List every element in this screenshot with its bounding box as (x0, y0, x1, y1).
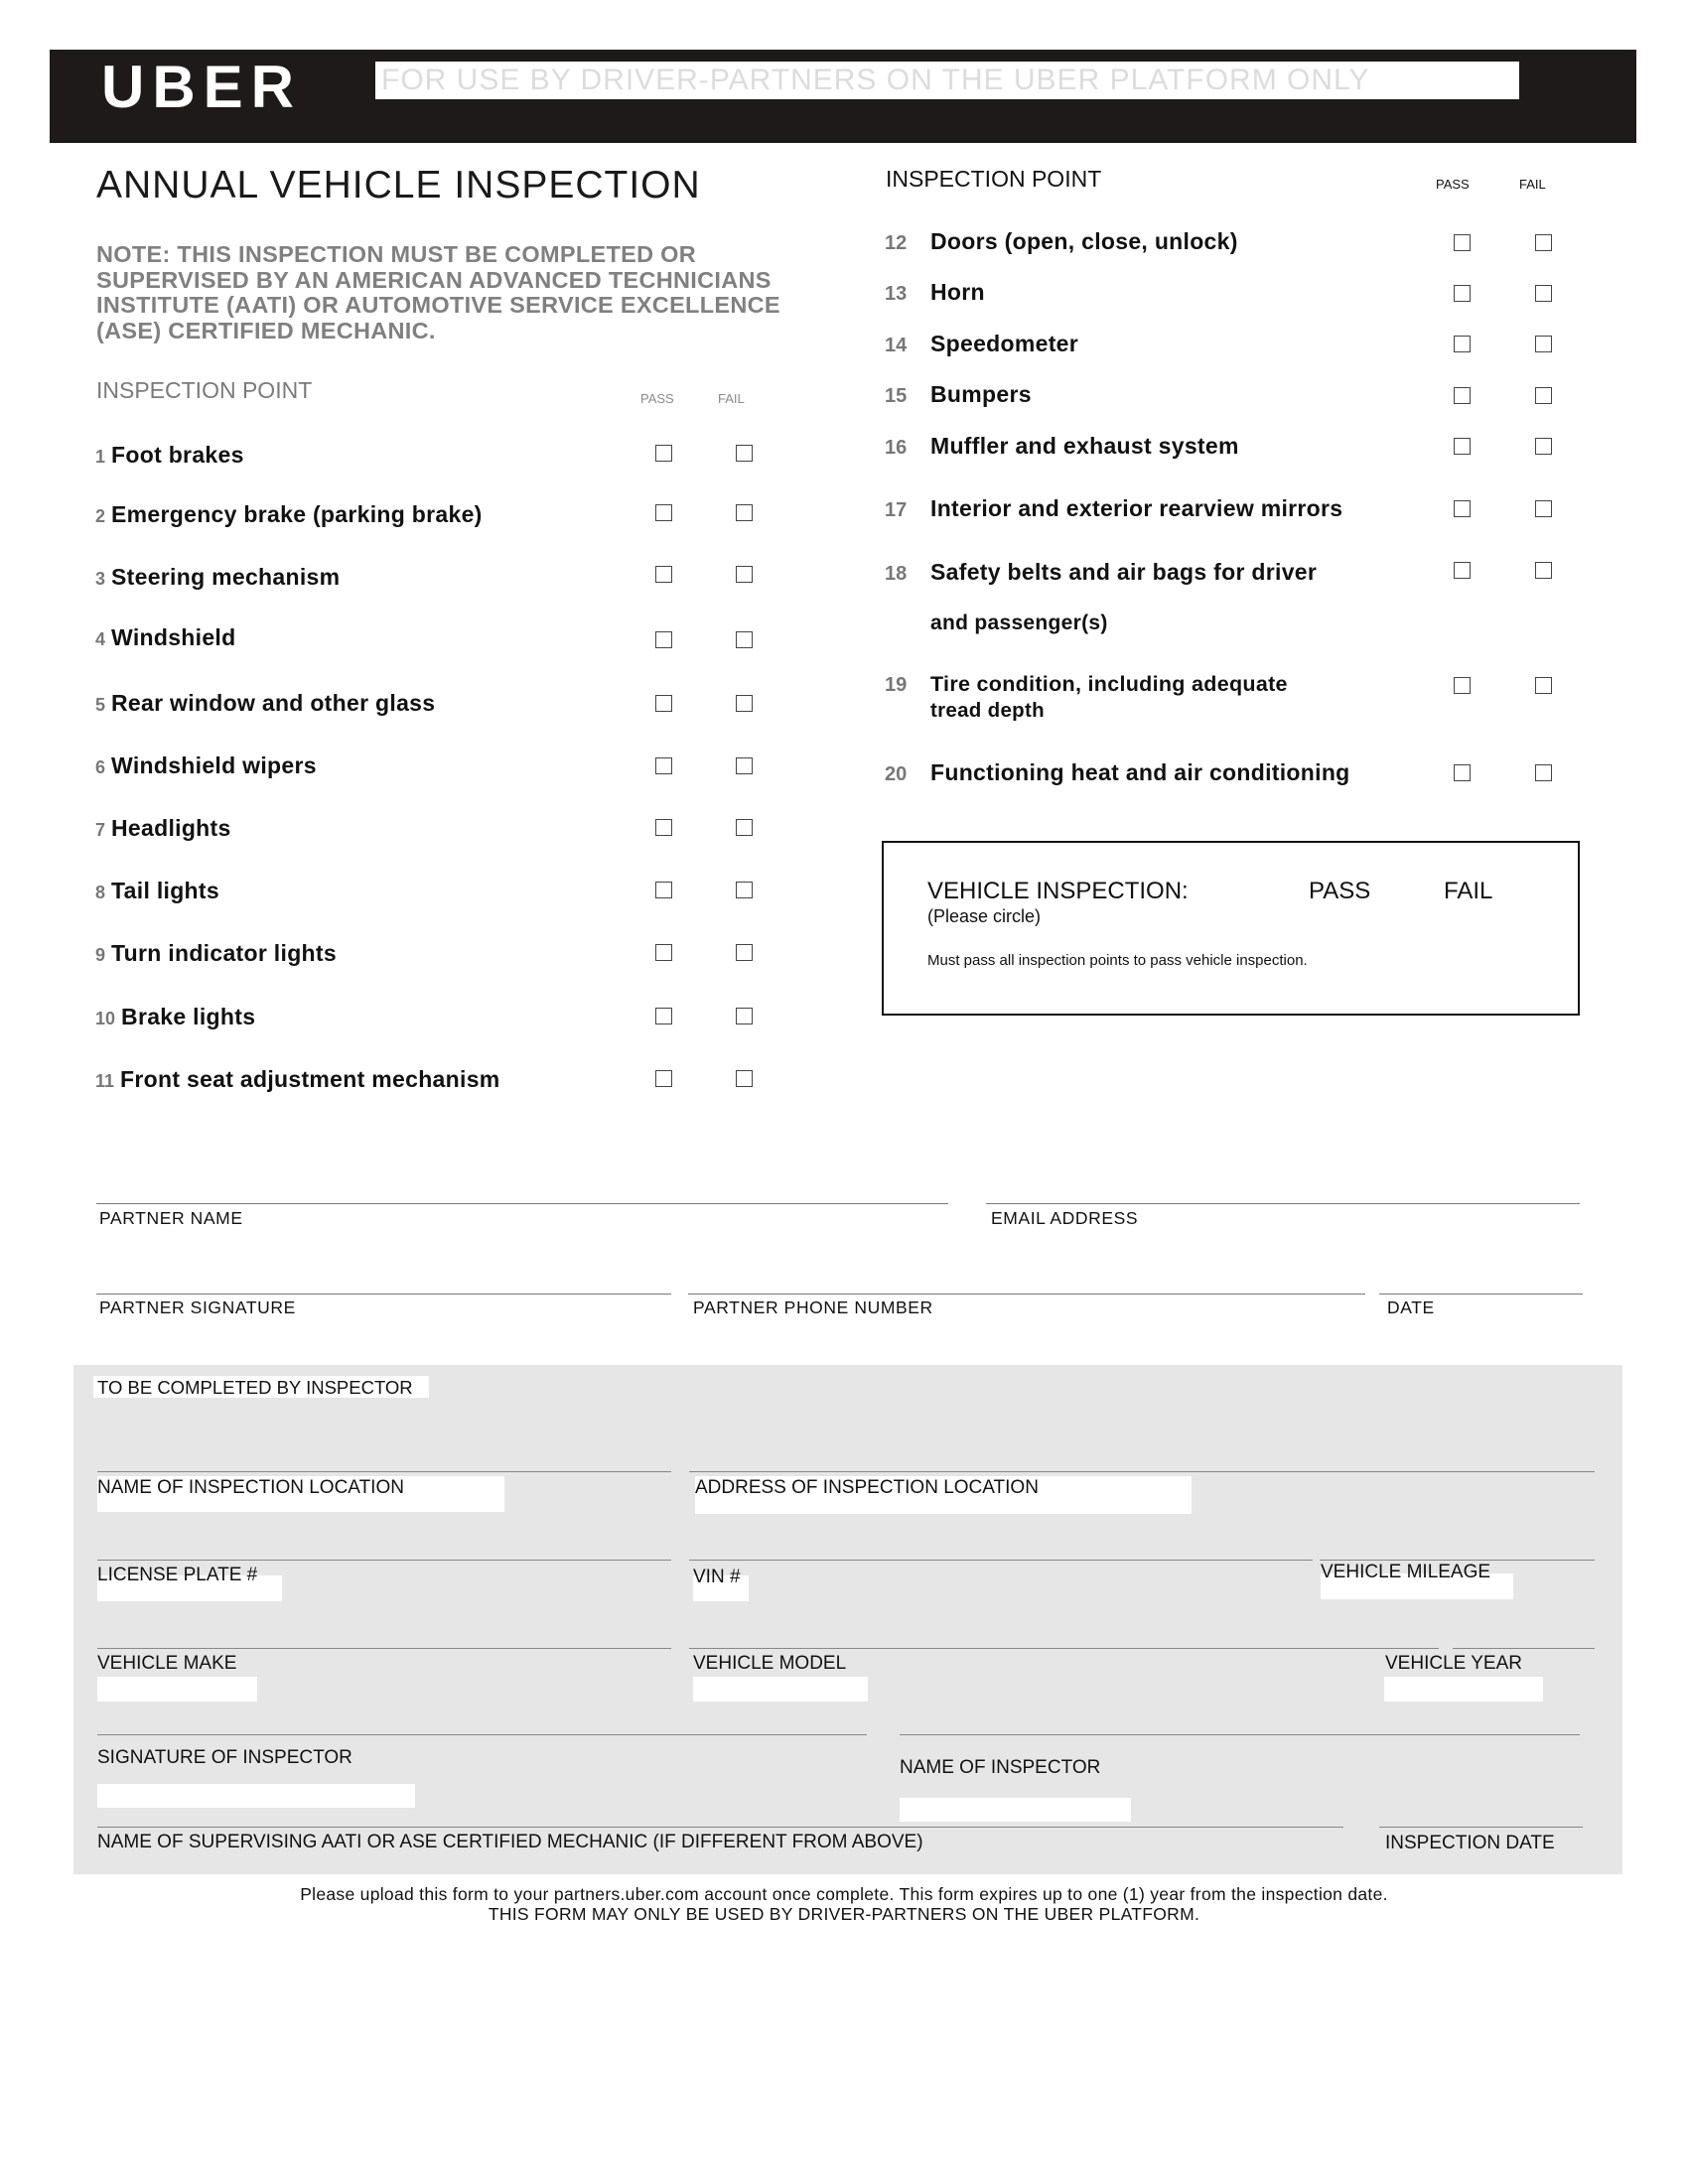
partner-signature-label: PARTNER SIGNATURE (99, 1297, 296, 1317)
inspection-location-address-field[interactable] (689, 1471, 1595, 1472)
pass-checkbox[interactable] (655, 631, 672, 648)
inspection-item: 16 Muffler and exhaust system (885, 433, 1239, 459)
pass-checkbox[interactable] (1454, 387, 1471, 404)
inspection-item: 7 Headlights (95, 815, 231, 841)
certification-note: NOTE: THIS INSPECTION MUST BE COMPLETED OR SUPERVISED BY AN AMERICAN ADVANCED TECHNICIANS INSTITUTE (AATI) OR AUTOMOTIVE SERVICE EXCELLENCE (ASE) CERTIFIED MECHANIC. (96, 241, 780, 343)
inspector-signature-field[interactable] (97, 1734, 867, 1735)
supervising-mechanic-label: NAME OF SUPERVISING AATI OR ASE CERTIFIED MECHANIC (IF DIFFERENT FROM ABOVE) (97, 1832, 923, 1852)
vehicle-mileage-label: VEHICLE MILEAGE (1321, 1562, 1491, 1582)
please-circle-hint: (Please circle) (927, 906, 1042, 926)
pass-checkbox[interactable] (1454, 500, 1471, 517)
pass-checkbox[interactable] (655, 504, 672, 521)
pass-checkbox[interactable] (655, 819, 672, 836)
inspection-date-label: INSPECTION DATE (1385, 1833, 1555, 1853)
fail-checkbox[interactable] (1535, 764, 1552, 781)
fail-checkbox[interactable] (736, 757, 753, 774)
pass-checkbox[interactable] (655, 944, 672, 961)
vehicle-inspection-result-box (882, 841, 1580, 1016)
inspection-location-name-label: NAME OF INSPECTION LOCATION (97, 1477, 404, 1498)
fail-checkbox[interactable] (736, 445, 753, 462)
label-backdrop (900, 1798, 1131, 1822)
fail-checkbox[interactable] (1535, 438, 1552, 455)
result-fail-option[interactable]: FAIL (1444, 878, 1493, 904)
inspection-item: 14 Speedometer (885, 331, 1079, 356)
form-title: ANNUAL VEHICLE INSPECTION (96, 164, 701, 206)
inspection-item-continued: and passenger(s) (930, 612, 1108, 634)
fail-checkbox[interactable] (736, 566, 753, 583)
pass-checkbox[interactable] (655, 695, 672, 712)
fail-checkbox[interactable] (736, 1008, 753, 1024)
result-requirement-note: Must pass all inspection points to pass vehicle inspection. (927, 952, 1308, 969)
inspection-date-field[interactable] (1379, 1827, 1583, 1828)
result-pass-option[interactable]: PASS (1309, 878, 1371, 904)
pass-checkbox[interactable] (1454, 234, 1471, 251)
vehicle-year-field[interactable] (1453, 1648, 1595, 1649)
label-backdrop (1384, 1677, 1543, 1702)
pass-checkbox[interactable] (1454, 336, 1471, 352)
pass-checkbox[interactable] (655, 566, 672, 583)
footer-usage-note: THIS FORM MAY ONLY BE USED BY DRIVER-PARTNERS ON THE UBER PLATFORM. (488, 1904, 1200, 1924)
right-pass-header: PASS (1436, 177, 1470, 192)
vehicle-model-label: VEHICLE MODEL (693, 1653, 847, 1674)
inspection-item: 4 Windshield (95, 624, 236, 650)
inspector-name-field[interactable] (900, 1734, 1580, 1735)
inspection-item-continued: tread depth (930, 699, 1045, 722)
right-section-heading: INSPECTION POINT (886, 166, 1102, 192)
email-address-field[interactable] (986, 1203, 1580, 1204)
uber-logo: UBER (101, 54, 303, 120)
inspection-item: 19 Tire condition, including adequate (885, 672, 1288, 696)
fail-checkbox[interactable] (1535, 677, 1552, 694)
pass-checkbox[interactable] (1454, 764, 1471, 781)
fail-checkbox[interactable] (1535, 234, 1552, 251)
inspection-item: 12 Doors (open, close, unlock) (885, 228, 1238, 254)
pass-checkbox[interactable] (1454, 438, 1471, 455)
vehicle-model-field[interactable] (689, 1648, 1439, 1649)
inspection-location-name-field[interactable] (97, 1471, 671, 1472)
inspection-item: 1 Foot brakes (95, 442, 244, 468)
left-section-heading: INSPECTION POINT (96, 377, 313, 403)
label-backdrop (97, 1784, 415, 1808)
inspection-item: 13 Horn (885, 279, 985, 305)
footer-upload-note: Please upload this form to your partners.uber.com account once complete. This form expires up to one (1) year from the inspection date. (300, 1884, 1388, 1904)
vehicle-year-label: VEHICLE YEAR (1385, 1653, 1522, 1674)
inspection-item: 15 Bumpers (885, 381, 1032, 407)
partner-phone-field[interactable] (688, 1294, 1365, 1295)
inspector-signature-label: SIGNATURE OF INSPECTOR (97, 1747, 352, 1768)
pass-checkbox[interactable] (655, 757, 672, 774)
vin-field[interactable] (689, 1560, 1313, 1561)
pass-checkbox[interactable] (1454, 677, 1471, 694)
vehicle-mileage-field[interactable] (1320, 1560, 1595, 1561)
partner-date-label: DATE (1387, 1297, 1435, 1317)
inspector-name-label: NAME OF INSPECTOR (900, 1757, 1101, 1778)
inspection-location-address-label: ADDRESS OF INSPECTION LOCATION (695, 1477, 1039, 1498)
pass-checkbox[interactable] (655, 1008, 672, 1024)
vin-label: VIN # (693, 1567, 741, 1587)
vehicle-make-field[interactable] (97, 1648, 671, 1649)
fail-checkbox[interactable] (736, 504, 753, 521)
header-banner-text: FOR USE BY DRIVER-PARTNERS ON THE UBER PLATFORM ONLY (381, 64, 1370, 96)
inspection-item: 3 Steering mechanism (95, 564, 341, 590)
vehicle-make-label: VEHICLE MAKE (97, 1653, 237, 1674)
email-address-label: EMAIL ADDRESS (991, 1208, 1139, 1228)
partner-signature-field[interactable] (96, 1294, 671, 1295)
partner-date-field[interactable] (1379, 1294, 1583, 1295)
inspection-item: 2 Emergency brake (parking brake) (95, 501, 483, 527)
pass-checkbox[interactable] (1454, 562, 1471, 579)
inspection-item: 5 Rear window and other glass (95, 690, 436, 716)
fail-checkbox[interactable] (1535, 336, 1552, 352)
fail-checkbox[interactable] (1535, 500, 1552, 517)
pass-checkbox[interactable] (655, 882, 672, 898)
header-banner (375, 62, 1519, 99)
inspection-item: 17 Interior and exterior rearview mirrors (885, 495, 1343, 521)
license-plate-label: LICENSE PLATE # (97, 1565, 258, 1585)
fail-checkbox[interactable] (1535, 387, 1552, 404)
inspection-item: 18 Safety belts and air bags for driver (885, 559, 1318, 585)
fail-checkbox[interactable] (736, 882, 753, 898)
left-pass-header: PASS (640, 391, 674, 406)
right-fail-header: FAIL (1519, 177, 1546, 192)
label-backdrop (97, 1677, 257, 1702)
left-fail-header: FAIL (718, 391, 745, 406)
fail-checkbox[interactable] (1535, 562, 1552, 579)
fail-checkbox[interactable] (736, 819, 753, 836)
fail-checkbox[interactable] (1535, 285, 1552, 302)
label-backdrop (693, 1677, 868, 1702)
partner-phone-label: PARTNER PHONE NUMBER (693, 1297, 933, 1317)
inspection-item: 9 Turn indicator lights (95, 940, 337, 966)
fail-checkbox[interactable] (736, 1070, 753, 1087)
inspector-heading: TO BE COMPLETED BY INSPECTOR (97, 1377, 413, 1398)
fail-checkbox[interactable] (736, 695, 753, 712)
header-bar (50, 50, 1636, 143)
partner-name-field[interactable] (96, 1203, 948, 1204)
inspection-item: 10 Brake lights (95, 1004, 256, 1029)
fail-checkbox[interactable] (736, 944, 753, 961)
inspector-section (73, 1365, 1622, 1874)
partner-name-label: PARTNER NAME (99, 1208, 243, 1228)
pass-checkbox[interactable] (655, 1070, 672, 1087)
inspection-item: 6 Windshield wipers (95, 752, 317, 778)
license-plate-field[interactable] (97, 1560, 671, 1561)
pass-checkbox[interactable] (1454, 285, 1471, 302)
inspection-item: 8 Tail lights (95, 878, 219, 903)
fail-checkbox[interactable] (736, 631, 753, 648)
pass-checkbox[interactable] (655, 445, 672, 462)
supervising-mechanic-field[interactable] (97, 1827, 1343, 1828)
vehicle-inspection-label: VEHICLE INSPECTION: (927, 878, 1189, 904)
inspection-item: 11 Front seat adjustment mechanism (95, 1066, 500, 1092)
inspection-item: 20 Functioning heat and air conditioning (885, 759, 1350, 785)
